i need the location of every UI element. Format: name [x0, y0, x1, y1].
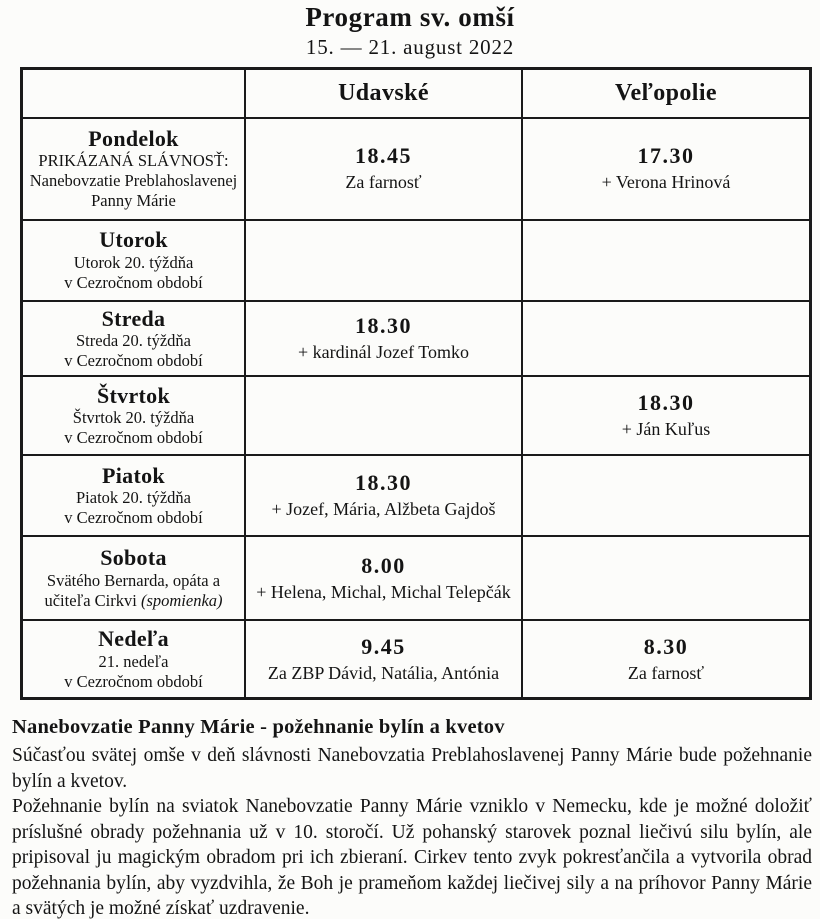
day-name: Sobota — [100, 545, 167, 571]
mass-intention: + kardinál Jozef Tomko — [297, 342, 470, 363]
udavske-cell — [244, 221, 521, 300]
day-name: Nedeľa — [98, 626, 169, 652]
day-note: Štvrtok 20. týždňa — [72, 408, 195, 428]
day-name: Streda — [101, 305, 166, 331]
article-heading: Nanebovzatie Panny Márie - požehnanie bylín a kvetov — [12, 716, 505, 739]
column-header-udavske: Udavské — [244, 70, 521, 117]
day-note: v Cezročnom období — [64, 351, 203, 371]
day-note: učiteľa Cirkvi (spomienka) — [44, 590, 223, 610]
mass-intention: + Helena, Michal, Michal Telepčák — [256, 581, 511, 602]
mass-time: 8.30 — [643, 633, 689, 659]
mass-time: 18.45 — [355, 143, 412, 169]
day-note: Panny Márie — [91, 191, 176, 211]
column-header-velopolie: Veľopolie — [521, 70, 809, 117]
udavske-cell — [244, 456, 521, 535]
mass-intention: Za farnosť — [345, 172, 422, 193]
velopolie-cell — [521, 302, 809, 376]
memorial-note: (spomienka) — [140, 590, 223, 610]
velopolie-cell — [521, 221, 809, 300]
day-cell — [23, 221, 244, 300]
mass-time: 17.30 — [637, 143, 695, 169]
mass-intention: Za farnosť — [627, 662, 705, 683]
day-note: Nanebovzatie Preblahoslavenej — [29, 171, 238, 191]
day-note: Svätého Bernarda, opáta a — [46, 570, 221, 590]
udavske-cell — [244, 537, 521, 619]
day-note: v Cezročnom období — [64, 508, 203, 528]
date-range: 15. — 21. august 2022 — [305, 34, 515, 59]
day-name: Utorok — [99, 227, 168, 253]
table-row-pondelok — [23, 117, 809, 219]
udavske-cell — [244, 302, 521, 376]
column-header-empty — [23, 70, 244, 117]
mass-intention: + Jozef, Mária, Alžbeta Gajdoš — [271, 499, 496, 520]
udavske-cell — [244, 119, 521, 219]
table-row-streda — [23, 300, 809, 376]
article-blessing-of-herbs — [12, 716, 812, 919]
table-row-piatok — [23, 454, 809, 535]
day-note: v Cezročnom období — [64, 671, 203, 691]
mass-intention: + Verona Hrinová — [601, 172, 731, 193]
day-note: v Cezročnom období — [64, 272, 203, 292]
day-note: Streda 20. týždňa — [75, 330, 191, 350]
day-note: 21. nedeľa — [98, 651, 169, 671]
day-name: Piatok — [102, 462, 165, 488]
velopolie-cell — [521, 456, 809, 535]
day-cell — [23, 621, 244, 697]
day-note: PRIKÁZANÁ SLÁVNOSŤ: — [38, 151, 229, 171]
velopolie-cell — [521, 377, 809, 454]
day-cell — [23, 377, 244, 454]
mass-time: 8.00 — [361, 552, 406, 578]
mass-time: 18.30 — [637, 390, 695, 416]
page-title: Program sv. omší — [305, 2, 515, 32]
udavske-cell — [244, 377, 521, 454]
day-note: v Cezročnom období — [64, 428, 203, 448]
mass-time: 18.30 — [355, 470, 412, 496]
day-note: Piatok 20. týždňa — [75, 488, 192, 508]
mass-intention: + Ján Kuľus — [621, 419, 711, 440]
mass-time: 18.30 — [355, 313, 412, 339]
table-header-row — [23, 70, 809, 117]
day-cell — [23, 119, 244, 219]
velopolie-cell — [521, 621, 809, 697]
table-row-sobota — [23, 535, 809, 619]
velopolie-cell — [521, 119, 809, 219]
table-row-nedela — [23, 619, 809, 697]
table-row-utorok — [23, 219, 809, 300]
velopolie-cell — [521, 537, 809, 619]
mass-schedule-table — [20, 67, 812, 701]
udavske-cell — [244, 621, 521, 697]
table-row-stvrtok — [23, 375, 809, 454]
article-paragraph: Požehnanie bylín na sviatok Nanebovzatie Panny Márie vzniklo v Nemecku, kde je možné doložiť príslušné obrady požehnania už v 10. storočí. Už pohanský starovek poznal liečivú silu bylín, ale pripisoval ju magickým obradom pri ich zbieraní. Cirkev tento zvyk pokresťančila a vytvorila obrad požehnania bylín, aby vyzdvihla, že Boh je prameňom každej liečivej sily a na príhovor Panny Márie a svätých je možné získať uzdravenie. — [12, 796, 812, 919]
mass-time: 9.45 — [361, 633, 406, 659]
day-cell — [23, 302, 244, 376]
day-name: Štvrtok — [97, 382, 170, 408]
day-name: Pondelok — [88, 125, 179, 151]
day-note: Utorok 20. týždňa — [73, 252, 194, 272]
day-cell — [23, 537, 244, 619]
article-paragraph: Súčasťou svätej omše v deň slávnosti Nanebovzatia Preblahoslavenej Panny Márie bude požehnanie bylín a kvetov. — [12, 745, 812, 792]
document-header — [0, 0, 820, 60]
day-cell — [23, 456, 244, 535]
mass-intention: Za ZBP Dávid, Natália, Antónia — [267, 662, 500, 683]
